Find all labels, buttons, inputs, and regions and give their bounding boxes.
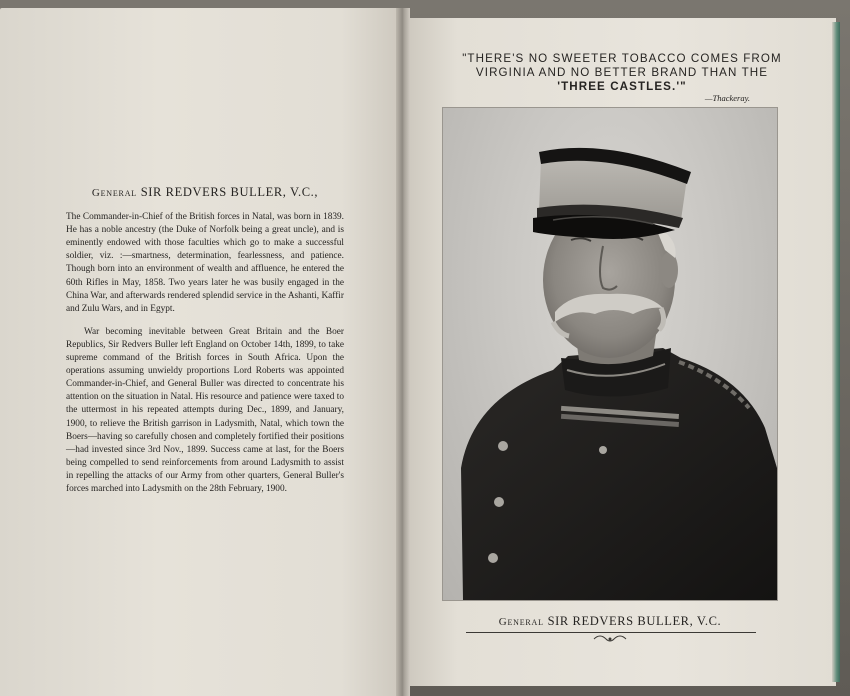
book-gutter <box>396 8 410 696</box>
caption-prefix: General <box>498 616 544 628</box>
paragraph-1: The Commander-in-Chief of the British forces in Natal, was born in 1839. He has a noble ancestry (the Duke of Norfolk being a great uncle), and is eminently endowed with those faculties which go to make a successful soldier, viz. :—smartness, determination, fearlessness, and patience. Though born into an environment of wealth and affluence, he entered the 60th Rifles in May, 1858. Two years later he was busily engaged in the China War, and afterwards rendered splendid service in the Ashanti, Kaffir and Zulu Wars, and in Egypt. <box>66 212 344 314</box>
portrait-illustration <box>443 108 777 600</box>
quote-line-1: "THERE'S NO SWEETER TOBACCO COMES FROM <box>462 52 782 65</box>
tobacco-quote <box>436 52 808 95</box>
quote-attribution: —Thackeray. <box>704 93 750 103</box>
portrait-photograph <box>443 108 777 600</box>
biography-text <box>66 186 344 506</box>
paragraph-2: War becoming inevitable between Great Britain and the Boer Republics, Sir Redvers Buller left England on October 14th, 1899, to take supreme command of the British forces in South Africa. Upon the operations assuming unwieldy proportions Lord Roberts was appointed Commander-in-Chief, and General Buller was directed to concentrate his attention on the situation in Natal. His resource and patience were taxed to the uttermost in his repeated attempts during Dec., 1899, and January, 1900, to relieve the British garrison in Ladysmith, Natal, which town the Boers—having so carefully chosen and completely fortified their positions—had invested since 3rd Nov., 1899. Success came at last, for the Boers being compelled to send reinforcements from around Ladysmith to assist in repelling the attacks of our Army from other quarters, General Buller's forces marched into Ladysmith on the 28th February, 1900. <box>66 326 344 494</box>
cover-edge <box>832 22 840 682</box>
caption-main: SIR REDVERS BULLER, V.C. <box>547 614 722 628</box>
ornament-icon <box>592 633 628 645</box>
title-prefix: General <box>91 187 137 199</box>
quote-line-3: 'THREE CASTLES.'" <box>557 80 687 94</box>
title-main: SIR REDVERS BULLER, V.C., <box>140 185 319 199</box>
quote-line-2: VIRGINIA AND NO BETTER BRAND THAN THE <box>475 66 769 80</box>
portrait-caption <box>468 614 752 629</box>
biography-title <box>66 186 344 200</box>
